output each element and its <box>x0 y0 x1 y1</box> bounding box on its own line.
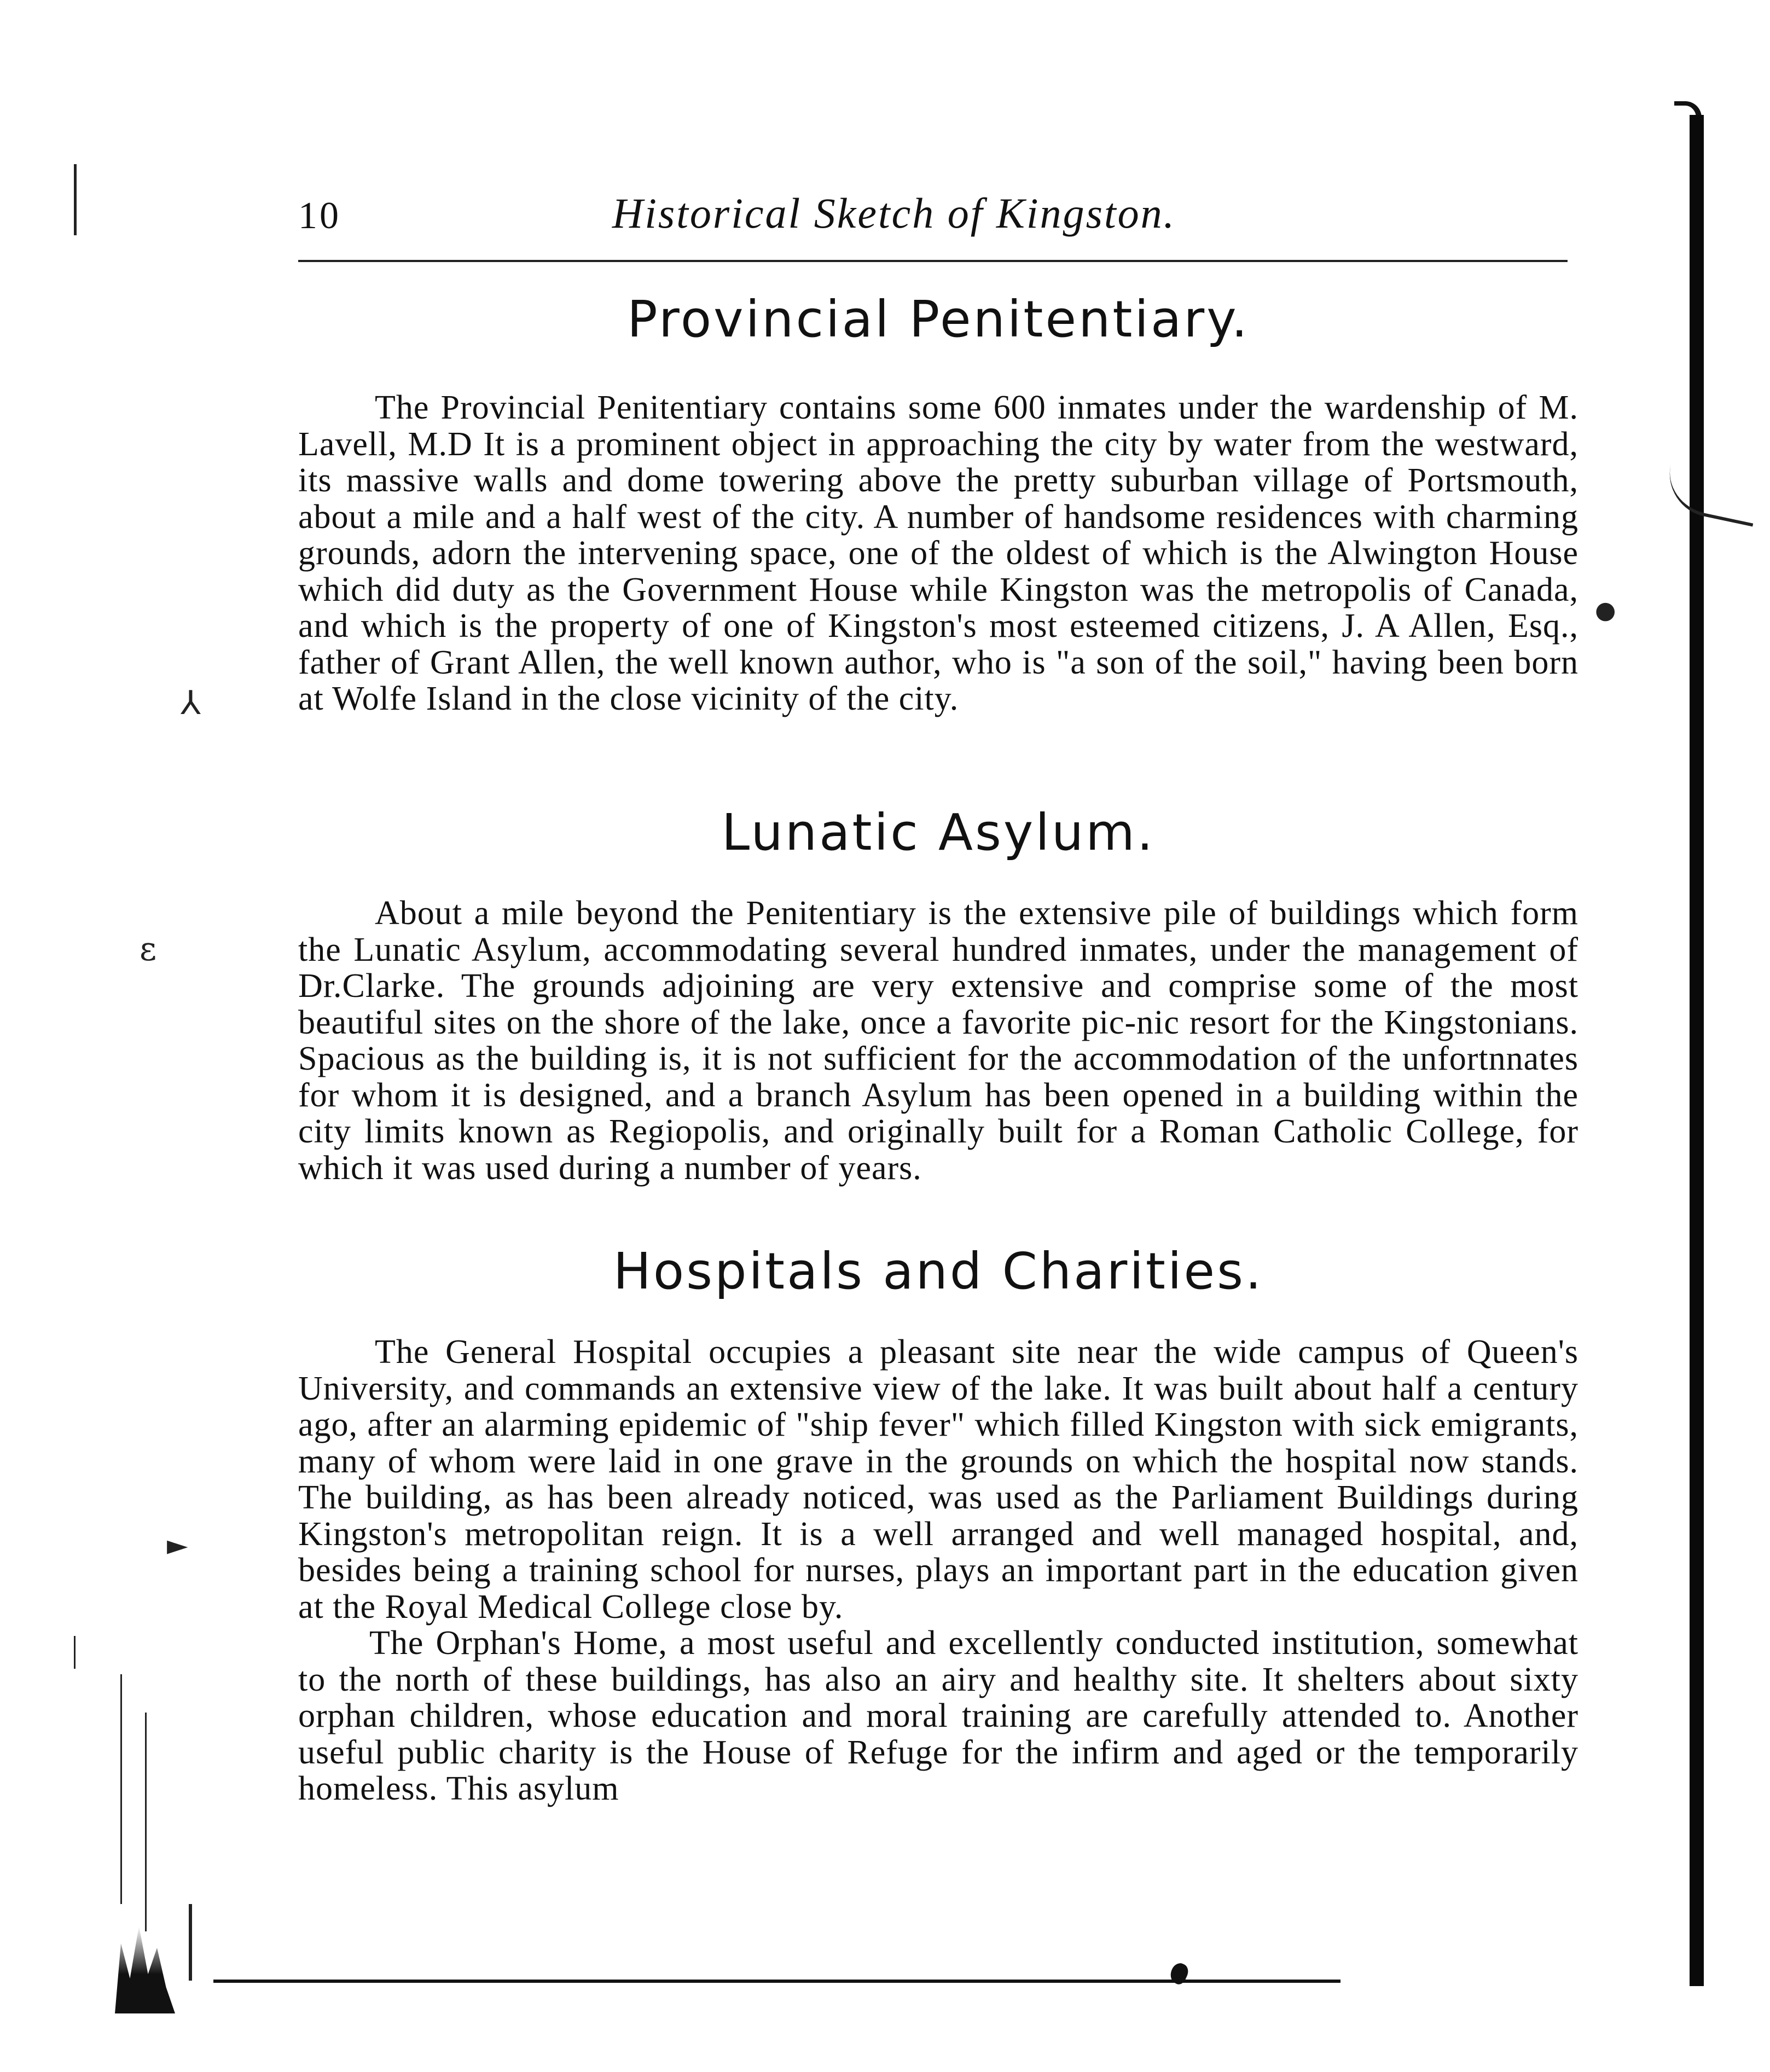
margin-bracket-mark <box>1662 456 1763 526</box>
paragraph: About a mile beyond the Penitentiary is the extensive pile of buildings which form the Lunatic Asylum, accommodating several hundred inmates, under the management of Dr.Clarke. The grounds adjoining are very extensive and comprise some of the most beautiful sites on the shore of the lake, once a favorite pic-nic resort for the Kingstonians. Spacious as the building is, it is not sufficient for the accommodation of the unfortnnates for whom it is designed, and a branch Asylum has been opened in a building within the city limits known as Regiopolis, and originally built for a Roman Catholic College, for which it was used during a number of years. <box>298 895 1579 1187</box>
margin-dot: ● <box>1595 596 1616 624</box>
scan-edge-tick-left <box>74 164 77 235</box>
paragraph: The General Hospital occupies a pleasant site near the wide campus of Queen's University, and commands an extensive view of the lake. It was built about half a century ago, after an alarming epidemic of "ship fever" which filled Kingston with sick emigrants, many of whom were laid in one grave in the grounds on which the hospital now stands. The building, as has been already noticed, was used as the Parliament Buildings during Kingston's metropolitan reign. It is a well arranged and well managed hospital, and, besides being a training school for nurses, plays an important part in the education given at the Royal Medical College close by. <box>298 1333 1579 1626</box>
margin-scribble: ɛ <box>140 930 157 968</box>
paragraph: The Provincial Penitentiary contains some 600 inmates under the wardenship of M. Lavell, M.D It is a prominent object in approaching the city by water from the westward, its massive walls and dome towering above the pretty suburban village of Portsmouth, about a mile and a half west of the city. A number of handsome residences with charming grounds, adorn the intervening space, one of the oldest of which is the Alwington House which did duty as the Government House while Kingston was the metropolis of Canada, and which is the property of one of Kingston's most esteemed citizens, J. A Allen, Esq., father of Grant Allen, the well known author, who is "a son of the soil," having been born at Wolfe Island in the close vicinity of the city. <box>298 389 1579 717</box>
header-rule <box>298 260 1568 262</box>
margin-scribble: ⅄ <box>181 684 201 722</box>
margin-arrow: ► <box>167 1529 188 1561</box>
section-heading-penitentiary: Provincial Penitentiary. <box>627 290 1250 349</box>
section-body-hospitals <box>298 1334 1579 1807</box>
paragraph: The Orphan's Home, a most useful and excellently conducted institution, somewhat to the north of these buildings, has also an airy and healthy site. It shelters about sixty orphan children, whose education and moral training are carefully attended to. Another useful public charity is the House of Refuge for the infirm and aged or the temporarily homeless. This asylum <box>298 1624 1579 1807</box>
scan-edge-tick-left <box>120 1674 122 1904</box>
section-heading-asylum: Lunatic Asylum. <box>721 803 1156 862</box>
section-body-penitentiary <box>298 390 1579 717</box>
section-body-asylum <box>298 895 1579 1186</box>
section-heading-hospitals: Hospitals and Charities. <box>613 1242 1264 1301</box>
scan-edge-tick-left <box>74 1636 76 1669</box>
running-title: Historical Sketch of Kingston. <box>612 189 1176 237</box>
scan-edge-blob <box>115 1926 175 2013</box>
scan-edge-tick-left <box>145 1713 147 1931</box>
scan-edge-tick-left <box>189 1904 192 1981</box>
running-head <box>298 189 1568 238</box>
scan-edge-bar-right <box>1690 115 1704 1986</box>
page-number: 10 <box>298 195 341 237</box>
